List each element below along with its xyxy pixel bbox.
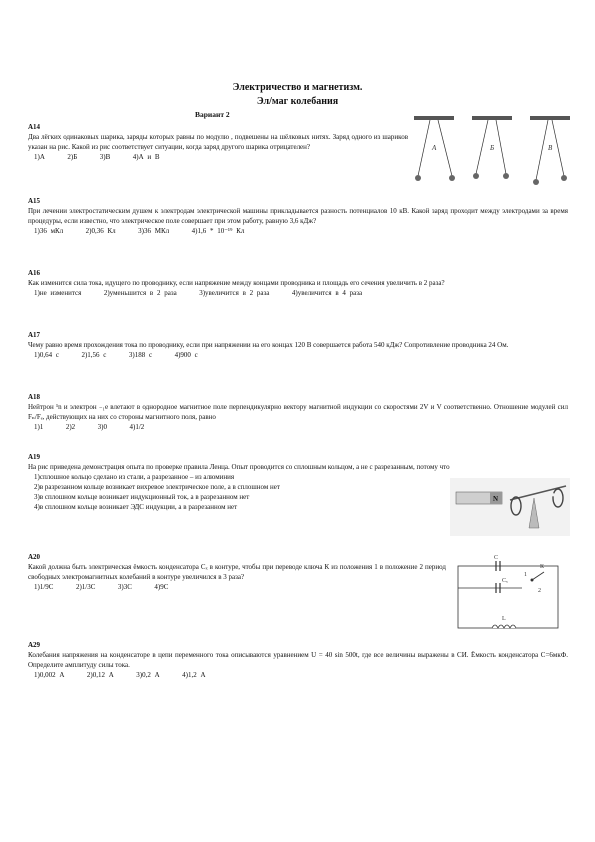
question-a18 [28,392,568,432]
question-id: A18 [28,393,41,401]
question-text: Чему равно время прохождения тока по проводнику, если при напряжении на его концах 120 В совершается работа 540 кДж? Сопротивление проводника 24 Ом. [28,341,509,349]
ball-icon [561,175,567,181]
inductor-icon [492,625,516,628]
charged-balls-figure [412,112,572,190]
capacitor-x-label: Cₓ [502,578,508,584]
question-text: При лечении электростатическим душем к электродам электрической машины прикладывается разность потенциалов 10 кВ. Какой заряд проходит между электродами за время процедуры, если известно, что электрическое поле совершает при этом работу, равную 3,6 кДж? [28,207,568,225]
switch-position-1: 1 [524,572,527,578]
answer-option: 3)в сплошном кольце возникает индукционный ток, а в разрезанном нет [34,493,250,501]
switch-position-2: 2 [538,588,541,594]
answer-options: 1)0,002 А 2)0,12 А 3)0,2 А 4)1,2 А [34,671,206,679]
ceiling-bar-b [472,116,512,120]
answer-options: 1)не изменится 2)уменьшится в 2 раза 3)увеличится в 2 раза 4)увеличится в 4 раза [34,289,363,297]
lenz-rings-figure [450,478,570,536]
switch-icon [532,572,544,580]
question-id: A17 [28,331,41,339]
question-a15 [28,196,568,236]
lc-circuit-figure [452,552,570,636]
answer-options: 1)0,64 с 2)1,56 с 3)188 с 4)900 с [34,351,198,359]
page-subtitle: Эл/маг колебания [256,96,339,107]
question-id: A20 [28,553,41,561]
circuit-wire [458,566,558,628]
question-a17 [28,330,568,360]
question-text: Как изменится сила тока, идущего по проводнику, если напряжение между концами проводника и площадь его сечения увеличить в 2 раза? [28,279,445,287]
answer-option: 4)в сплошном кольце возникает ЭДС индукции, а в разрезанном нет [34,503,238,511]
question-text: Какой должна быть электрическая ёмкость конденсатора Cₓ в контуре, чтобы при переводе ключа К из положения 1 в положение 2 период свободных электромагнитных колебаний в контуре увеличился в 3 раза? [28,563,446,581]
inductor-label: L [502,616,506,622]
question-a14 [28,122,408,162]
question-id: A29 [28,641,41,649]
question-text: На рис приведена демонстрация опыта по проверке правила Ленца. Опыт проводится со сплошным кольцом, а не с разрезанным, потому что [28,463,450,471]
ball-icon [449,175,455,181]
answer-option-list [28,472,434,512]
answer-option: 2)в разрезанном кольце возникает вихревое электрическое поле, а в сплошном нет [34,483,280,491]
ball-icon [503,173,509,179]
answer-options: 1)1/9C 2)1/3C 3)3C 4)9C [34,583,169,591]
variant-label: Вариант 2 [195,110,230,119]
question-text: Колебания напряжения на конденсаторе в цепи переменного тока описываются уравнением U = 40 sin 500t, где все величины выражены в СИ. Ёмкость конденсатора С=6мкФ. Определите амплитуду силы тока. [28,651,568,669]
figure-label-a: А [432,144,437,152]
magnet-pole-label: N [493,495,499,503]
question-a20 [28,552,446,592]
question-id: A16 [28,269,41,277]
ball-icon [415,175,421,181]
answer-options: 1)1 2)2 3)0 4)1/2 [34,423,145,431]
question-id: A15 [28,197,41,205]
switch-label: К [540,564,545,570]
question-id: A19 [28,453,41,461]
ceiling-bar-c [530,116,570,120]
question-a16 [28,268,568,298]
answer-options: 1)А 2)Б 3)В 4)А и В [34,153,160,161]
ball-icon [473,173,479,179]
answer-option: 1)сплошное кольцо сделано из стали, а разрезанное – из алюминия [34,473,235,481]
question-id: A14 [28,123,41,131]
figure-label-b: Б [490,144,495,152]
question-text: Нейтрон ¹n и электрон ₋₁e влетают в однородное магнитное поле перпендикулярно вектору магнитной индукции со скоростями 2V и V соответственно. Отношение модулей сил Fₙ/Fₑ, действующих на них со стороны магнитного поля, равно [28,403,568,421]
capacitor-label: C [494,555,499,561]
question-a29 [28,640,568,680]
answer-options: 1)36 мКл 2)0,36 Кл 3)36 МКл 4)1,6 * 10⁻¹⁹ Кл [34,227,245,235]
figure-label-c: В [548,144,553,152]
ceiling-bar-a [414,116,454,120]
page-title: Электричество и магнетизм. [232,82,363,93]
figure-background [450,478,570,536]
question-text: Два лёгких одинаковых шарика, заряды которых равны по модулю , подвешены на шёлковых нитях. Заряд одного из шариков указан на рис. Какой из рис соответствует ситуации, когда заряд другого шарика отрицателен? [28,133,408,151]
ball-icon [533,179,539,185]
